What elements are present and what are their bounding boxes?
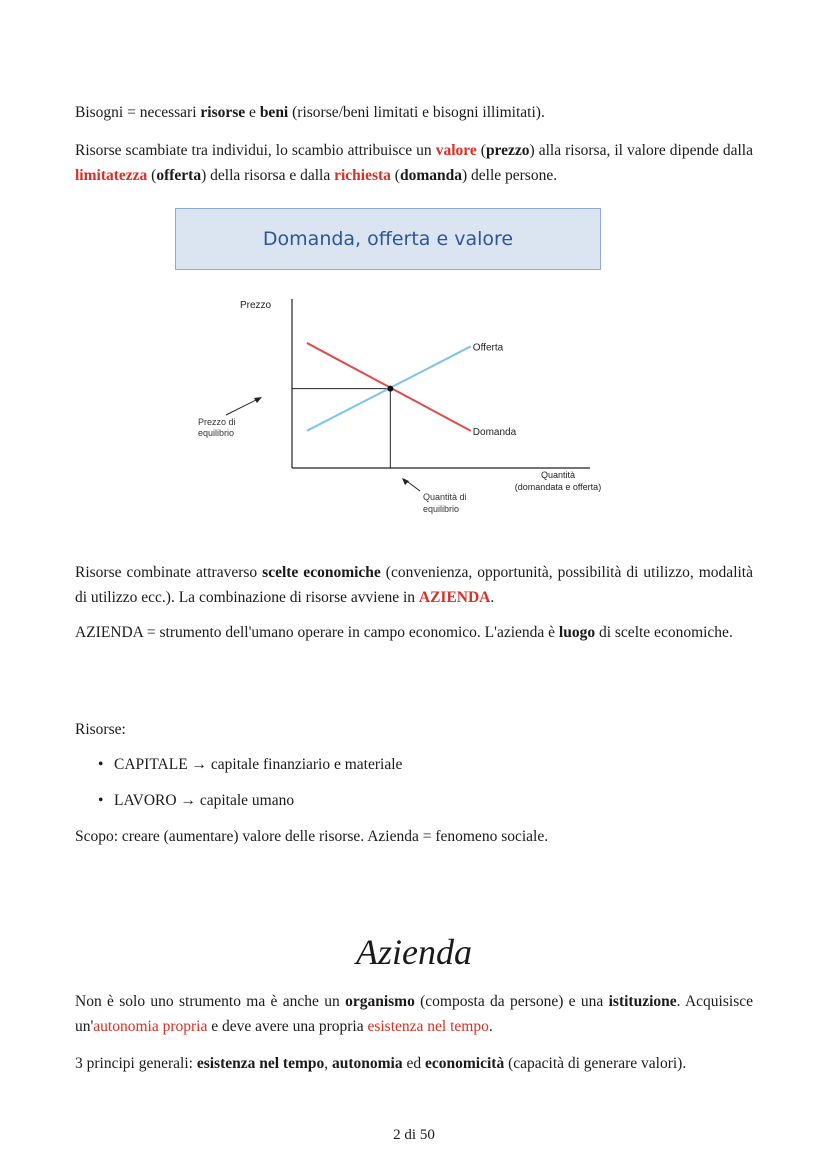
resources-list	[98, 752, 402, 824]
needs-paragraph: Bisogni = necessari risorse e beni (risorse/beni limitati e bisogni illimitati).	[75, 104, 545, 121]
price-annotation-line2: equilibrio	[198, 428, 235, 438]
equilibrium-point	[387, 386, 393, 392]
quantity-annotation-line1: Quantità di	[423, 492, 467, 502]
resources-heading: Risorse:	[75, 721, 126, 738]
list-item: • CAPITALE → capitale finanziario e materiale	[98, 752, 402, 788]
y-axis-label: Prezzo	[240, 300, 272, 311]
purpose-paragraph: Scopo: creare (aumentare) valore delle risorse. Azienda = fenomeno sociale.	[75, 828, 549, 845]
economic-choices-paragraph: Risorse combinate attraverso scelte economiche (convenienza, opportunità, possibilità di utilizzo, modalità di utilizzo ecc.). La combinazione di risorse avviene in AZIENDA.	[75, 564, 753, 606]
section-title: Azienda	[356, 932, 472, 972]
quantity-annotation-line2: equilibrio	[423, 504, 460, 514]
x-axis-label-line1: Quantità	[540, 470, 576, 480]
quantity-arrowhead	[402, 478, 409, 485]
chart-banner-title: Domanda, offerta e valore	[175, 208, 601, 270]
supply-demand-chart	[190, 285, 610, 525]
price-arrow	[226, 398, 260, 415]
price-annotation-line1: Prezzo di	[198, 417, 236, 427]
azienda-organism-paragraph: Non è solo uno strumento ma è anche un organismo (composta da persone) e una istituzione. Acquisisce un'autonomia propria e deve avere una propria esistenza nel tempo.	[75, 993, 753, 1035]
resources-exchange-paragraph: Risorse scambiate tra individui, lo scambio attribuisce un valore (prezzo) alla risorsa, il valore dipende dalla limitatezza (offerta) della risorsa e dalla richiesta (domanda) delle persone.	[75, 142, 753, 184]
page-number: 2 di 50	[393, 1127, 435, 1143]
x-axis-label-line2: (domandata e offerta)	[514, 482, 602, 492]
demand-label: Domanda	[472, 426, 517, 438]
azienda-definition-paragraph: AZIENDA = strumento dell'umano operare in campo economico. L'azienda è luogo di scelte economiche.	[75, 624, 733, 641]
list-item: • LAVORO → capitale umano	[98, 788, 402, 824]
supply-label: Offerta	[472, 342, 504, 354]
principles-paragraph: 3 principi generali: esistenza nel tempo, autonomia ed economicità (capacità di generare valori).	[75, 1055, 687, 1072]
